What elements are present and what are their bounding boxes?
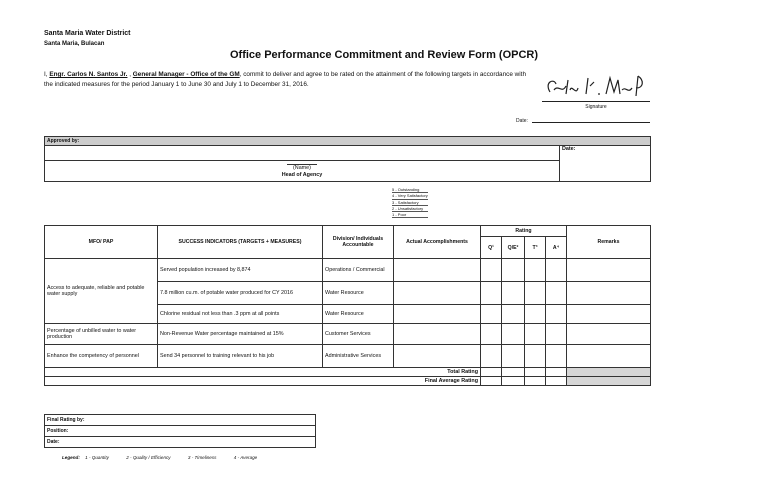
final-remarks-cell bbox=[567, 377, 651, 386]
signature-line bbox=[542, 101, 650, 102]
header-qe: Q/E² bbox=[502, 237, 525, 259]
actual-cell[interactable] bbox=[394, 259, 481, 282]
rating-qe-cell[interactable] bbox=[502, 345, 525, 368]
form-title: Office Performance Commitment and Review Form (OPCR) bbox=[229, 49, 539, 61]
legend-item: 1 - Quantity bbox=[85, 455, 109, 460]
header-division: Division/ Individuals Accountable bbox=[323, 226, 394, 259]
division-cell: Administrative Services bbox=[323, 345, 394, 368]
total-qe-cell[interactable] bbox=[502, 368, 525, 377]
legend bbox=[62, 455, 273, 460]
org-address: Santa Maria, Bulacan bbox=[44, 41, 105, 47]
actual-cell[interactable] bbox=[394, 282, 481, 305]
rating-qe-cell[interactable] bbox=[502, 305, 525, 324]
date-label: Date: bbox=[516, 118, 528, 124]
legend-label: Legend: bbox=[62, 455, 80, 460]
header-actual: Actual Accomplishments bbox=[394, 226, 481, 259]
approval-date-cell[interactable] bbox=[560, 146, 651, 182]
division-cell: Customer Services bbox=[323, 324, 394, 345]
scale-item: 1 - Poor bbox=[392, 212, 428, 218]
approval-table bbox=[44, 136, 651, 182]
header-rating: Rating bbox=[481, 226, 567, 237]
opcr-table bbox=[44, 225, 651, 386]
legend-item: 3 - Timeliness bbox=[187, 455, 217, 460]
approver-signature-cell[interactable] bbox=[45, 146, 560, 161]
scale-item: 3 - Satisfactory bbox=[392, 200, 428, 206]
indicator-cell: 7.8 million cu.m. of potable water produced for CY 2016 bbox=[158, 282, 323, 305]
final-rating-by-label: Final Rating by: bbox=[45, 415, 316, 426]
header-a: A⁴ bbox=[546, 237, 567, 259]
rating-q-cell[interactable] bbox=[481, 305, 502, 324]
rating-q-cell[interactable] bbox=[481, 259, 502, 282]
approver-name-cell bbox=[45, 161, 560, 182]
division-cell: Water Resource bbox=[323, 282, 394, 305]
final-t-cell[interactable] bbox=[525, 377, 546, 386]
remarks-cell[interactable] bbox=[567, 324, 651, 345]
remarks-cell[interactable] bbox=[567, 305, 651, 324]
rating-a-cell[interactable] bbox=[546, 305, 567, 324]
total-a-cell[interactable] bbox=[546, 368, 567, 377]
final-average-row bbox=[45, 377, 651, 386]
total-rating-row bbox=[45, 368, 651, 377]
scale-item: 2 - Unsatisfactory bbox=[392, 206, 428, 212]
header-q: Q¹ bbox=[481, 237, 502, 259]
approver-name-label: (Name) bbox=[287, 164, 317, 172]
mfo-cell: Access to adequate, reliable and potable water supply bbox=[45, 259, 158, 324]
org-name: Santa Maria Water District bbox=[44, 30, 131, 37]
commit-prefix: I, bbox=[44, 71, 50, 78]
total-q-cell[interactable] bbox=[481, 368, 502, 377]
commit-sep: , bbox=[127, 71, 133, 78]
remarks-cell[interactable] bbox=[567, 345, 651, 368]
table-row bbox=[45, 259, 651, 282]
rating-a-cell[interactable] bbox=[546, 345, 567, 368]
signature-label: Signature bbox=[585, 104, 607, 110]
rating-t-cell[interactable] bbox=[525, 259, 546, 282]
head-of-agency-label: Head of Agency bbox=[281, 171, 323, 178]
commit-text: , commit to deliver and agree to be rated on the attainment of the following targets in accordance with the indicated measures for the period January 1 to June 30 and July 1 to December 31, 2016. bbox=[44, 71, 527, 88]
total-remarks-cell bbox=[567, 368, 651, 377]
remarks-cell[interactable] bbox=[567, 259, 651, 282]
rating-t-cell[interactable] bbox=[525, 282, 546, 305]
rating-t-cell[interactable] bbox=[525, 324, 546, 345]
legend-item: 2 - Quality / Efficiency bbox=[126, 455, 171, 460]
date-line bbox=[532, 122, 650, 123]
indicator-cell: Chlorine residual not less than .3 ppm at all points bbox=[158, 305, 323, 324]
rating-scale bbox=[392, 187, 428, 218]
approval-date-label: Date: bbox=[562, 146, 576, 152]
mfo-cell: Enhance the competency of personnel bbox=[45, 345, 158, 368]
rating-qe-cell[interactable] bbox=[502, 259, 525, 282]
rating-qe-cell[interactable] bbox=[502, 282, 525, 305]
division-cell: Operations / Commercial bbox=[323, 259, 394, 282]
legend-item: 4 - Average bbox=[233, 455, 258, 460]
indicator-cell: Send 34 personnel to training relevant to his job bbox=[158, 345, 323, 368]
commitment-statement bbox=[44, 70, 534, 90]
final-date-label: Date: bbox=[45, 437, 316, 448]
final-rating-table bbox=[44, 414, 316, 448]
final-position-label: Position: bbox=[45, 426, 316, 437]
actual-cell[interactable] bbox=[394, 324, 481, 345]
table-row bbox=[45, 345, 651, 368]
table-row bbox=[45, 324, 651, 345]
header-remarks: Remarks bbox=[567, 226, 651, 259]
rating-q-cell[interactable] bbox=[481, 282, 502, 305]
rating-a-cell[interactable] bbox=[546, 259, 567, 282]
remarks-cell[interactable] bbox=[567, 282, 651, 305]
handwritten-signature bbox=[540, 74, 650, 100]
actual-cell[interactable] bbox=[394, 345, 481, 368]
header-t: T³ bbox=[525, 237, 546, 259]
rating-q-cell[interactable] bbox=[481, 345, 502, 368]
total-rating-label: Total Rating bbox=[45, 368, 481, 377]
final-average-label: Final Average Rating bbox=[45, 377, 481, 386]
scale-item: 4 - Very Satisfactory bbox=[392, 193, 428, 199]
rating-qe-cell[interactable] bbox=[502, 324, 525, 345]
total-t-cell[interactable] bbox=[525, 368, 546, 377]
division-cell: Water Resource bbox=[323, 305, 394, 324]
mfo-cell: Percentage of unbilled water to water production bbox=[45, 324, 158, 345]
scale-item: 5 - Outstanding bbox=[392, 187, 428, 193]
rating-t-cell[interactable] bbox=[525, 305, 546, 324]
header-indicators: SUCCESS INDICATORS (TARGETS + MEASURES) bbox=[158, 226, 323, 259]
approved-by-label: Approved by: bbox=[45, 137, 651, 146]
rating-a-cell[interactable] bbox=[546, 282, 567, 305]
person-name: Engr. Carlos N. Santos Jr. bbox=[49, 71, 128, 78]
header-mfo: MFO/ PAP bbox=[45, 226, 158, 259]
rating-a-cell[interactable] bbox=[546, 324, 567, 345]
person-position: General Manager - Office of the GM bbox=[132, 71, 240, 78]
final-q-cell[interactable] bbox=[481, 377, 502, 386]
indicator-cell: Non-Revenue Water percentage maintained at 15% bbox=[158, 324, 323, 345]
final-qe-cell[interactable] bbox=[502, 377, 525, 386]
rating-t-cell[interactable] bbox=[525, 345, 546, 368]
actual-cell[interactable] bbox=[394, 305, 481, 324]
final-a-cell[interactable] bbox=[546, 377, 567, 386]
rating-q-cell[interactable] bbox=[481, 324, 502, 345]
indicator-cell: Served population increased by 8,874 bbox=[158, 259, 323, 282]
